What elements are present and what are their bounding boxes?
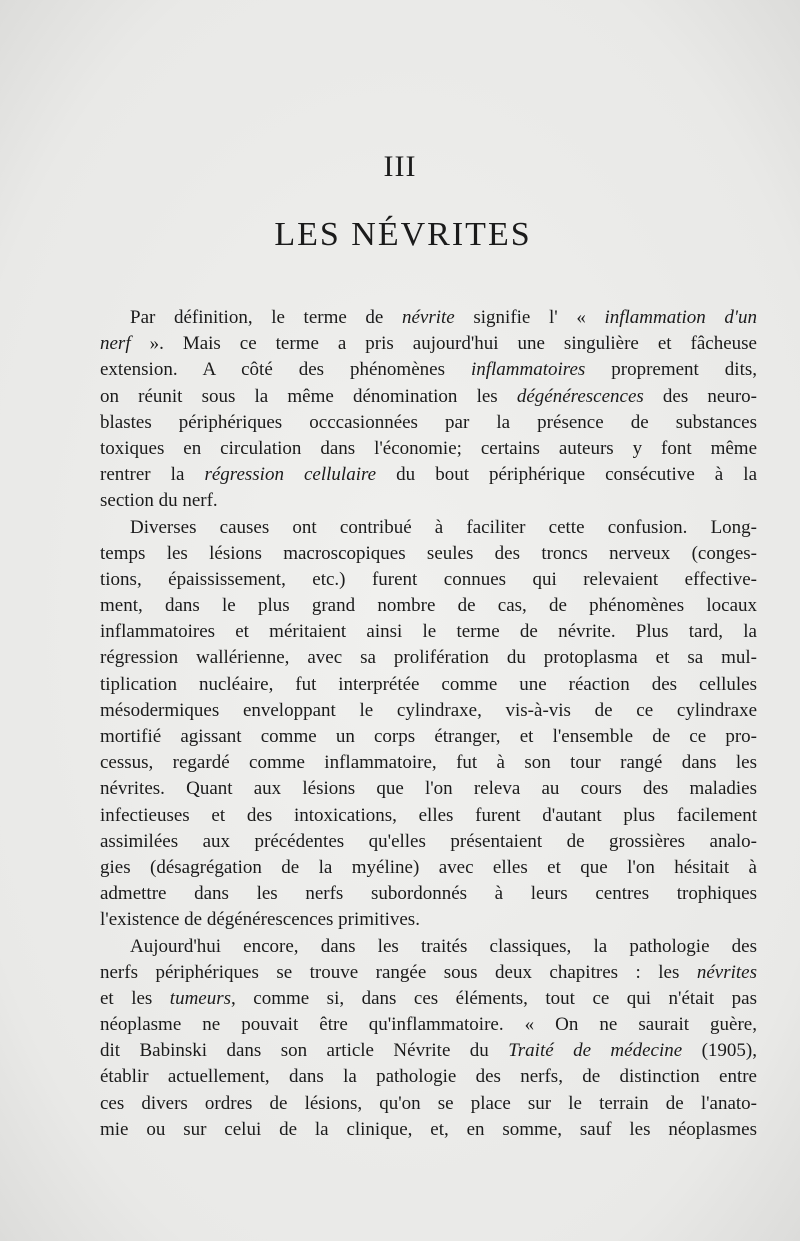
- chapter-number: III: [383, 150, 417, 183]
- italic-text: nerf: [100, 333, 131, 355]
- text-segment: l'existence de dégénérescences primitives.: [100, 909, 420, 931]
- text-segment: ces divers ordres de lésions, qu'on se place sur le terrain de l'anato-: [100, 1092, 757, 1114]
- text-segment: (1905),: [682, 1040, 757, 1062]
- text-segment: des neuro-: [643, 385, 757, 407]
- text-line: [100, 645, 757, 671]
- text-segment: Par définition, le terme de: [130, 307, 402, 328]
- text-segment: rentrer la: [100, 464, 205, 486]
- text-segment: inflammatoires et méritaient ainsi le terme de névrite. Plus tard, la: [100, 621, 757, 643]
- text-line: [100, 1038, 757, 1064]
- text-segment: tiplication nucléaire, fut interprétée comme une réaction des cellules: [100, 673, 757, 695]
- italic-text: dégénérescences: [516, 385, 644, 407]
- text-line: [100, 1012, 757, 1038]
- text-line: [100, 410, 757, 436]
- text-segment: ment, dans le plus grand nombre de cas, de phénomènes locaux: [100, 595, 757, 617]
- text-line: [100, 803, 757, 829]
- italic-text: névrite: [401, 307, 455, 328]
- text-line: [100, 488, 757, 514]
- text-segment: établir actuellement, dans la pathologie des nerfs, de distinction entre: [100, 1066, 757, 1088]
- text-segment: proprement dits,: [585, 359, 757, 381]
- text-segment: mortifié agissant comme un corps étranger, et l'ensemble de ce pro-: [100, 726, 757, 747]
- text-segment: temps les lésions macroscopiques seules des troncs nerveux (conges-: [100, 542, 757, 564]
- text-segment: on réunit sous la même dénomination les: [100, 385, 517, 407]
- text-segment: , comme si, dans ces éléments, tout ce qui n'était pas: [231, 987, 757, 1009]
- text-segment: section du nerf.: [100, 490, 218, 512]
- text-line: [100, 986, 757, 1012]
- text-segment: extension. A côté des phénomènes: [100, 359, 471, 381]
- text-line: [100, 593, 757, 619]
- text-segment: régression wallérienne, avec sa prolifération du protoplasma et sa mul-: [100, 647, 757, 669]
- text-line: [100, 1091, 757, 1117]
- text-line: [100, 855, 757, 881]
- text-line: [100, 698, 757, 724]
- text-segment: mésodermiques enveloppant le cylindraxe, vis-à-vis de ce cylindraxe: [100, 699, 757, 721]
- text-line: [100, 462, 757, 488]
- text-segment: infectieuses et des intoxications, elles furent d'autant plus facilement: [100, 804, 757, 826]
- italic-text: névrites: [696, 961, 757, 983]
- text-line: [100, 776, 757, 802]
- body-text: [100, 305, 757, 1143]
- italic-text: inflammation d'un: [604, 307, 757, 328]
- text-line: [100, 907, 757, 933]
- text-segment: signifie l' «: [454, 307, 605, 328]
- text-segment: nerfs périphériques se trouve rangée sous deux chapitres : les: [100, 961, 697, 983]
- text-segment: Diverses causes ont contribué à faciliter cette confusion. Long-: [130, 516, 757, 538]
- text-line: [100, 1117, 757, 1143]
- text-segment: tions, épaississement, etc.) furent connues qui relevaient effective-: [100, 568, 757, 590]
- text-line: [100, 750, 757, 776]
- text-segment: cessus, regardé comme inflammatoire, fut à son tour rangé dans les: [100, 752, 757, 774]
- text-line: [100, 934, 757, 960]
- text-segment: néoplasme ne pouvait être qu'inflammatoire. « On ne saurait guère,: [100, 1014, 757, 1036]
- text-line: [100, 436, 757, 462]
- text-segment: blastes périphériques occcasionnées par la présence de substances: [100, 411, 757, 433]
- text-line: [100, 567, 757, 593]
- text-segment: dit Babinski dans son article Névrite du: [100, 1040, 509, 1062]
- text-line: [100, 619, 757, 645]
- text-line: [100, 331, 757, 357]
- text-segment: névrites. Quant aux lésions que l'on releva au cours des maladies: [100, 778, 757, 800]
- text-line: [100, 541, 757, 567]
- text-line: [100, 672, 757, 698]
- italic-text: régression cellulaire: [204, 464, 377, 486]
- text-segment: ». Mais ce terme a pris aujourd'hui une singulière et fâcheuse: [130, 333, 757, 355]
- text-segment: Aujourd'hui encore, dans les traités classiques, la pathologie des: [130, 935, 757, 957]
- italic-text: Traité de médecine: [508, 1040, 683, 1062]
- text-segment: du bout périphérique consécutive à la: [376, 464, 757, 486]
- text-segment: et les: [100, 987, 170, 1009]
- text-line: [100, 384, 757, 410]
- text-line: [100, 515, 757, 541]
- text-line: [100, 881, 757, 907]
- text-line: [100, 305, 757, 331]
- italic-text: inflammatoires: [470, 359, 586, 381]
- text-segment: gies (désagrégation de la myéline) avec elles et que l'on hésitait à: [100, 856, 757, 878]
- text-segment: toxiques en circulation dans l'économie; certains auteurs y font même: [100, 437, 757, 459]
- text-line: [100, 357, 757, 383]
- text-segment: admettre dans les nerfs subordonnés à leurs centres trophiques: [100, 883, 757, 905]
- text-line: [100, 724, 757, 750]
- text-line: [100, 829, 757, 855]
- italic-text: tumeurs: [169, 987, 232, 1009]
- text-segment: assimilées aux précédentes qu'elles présentaient de grossières analo-: [100, 830, 757, 852]
- text-segment: mie ou sur celui de la clinique, et, en somme, sauf les néoplasmes: [100, 1118, 757, 1140]
- text-line: [100, 960, 757, 986]
- chapter-title: LES NÉVRITES: [274, 216, 532, 253]
- text-line: [100, 1064, 757, 1090]
